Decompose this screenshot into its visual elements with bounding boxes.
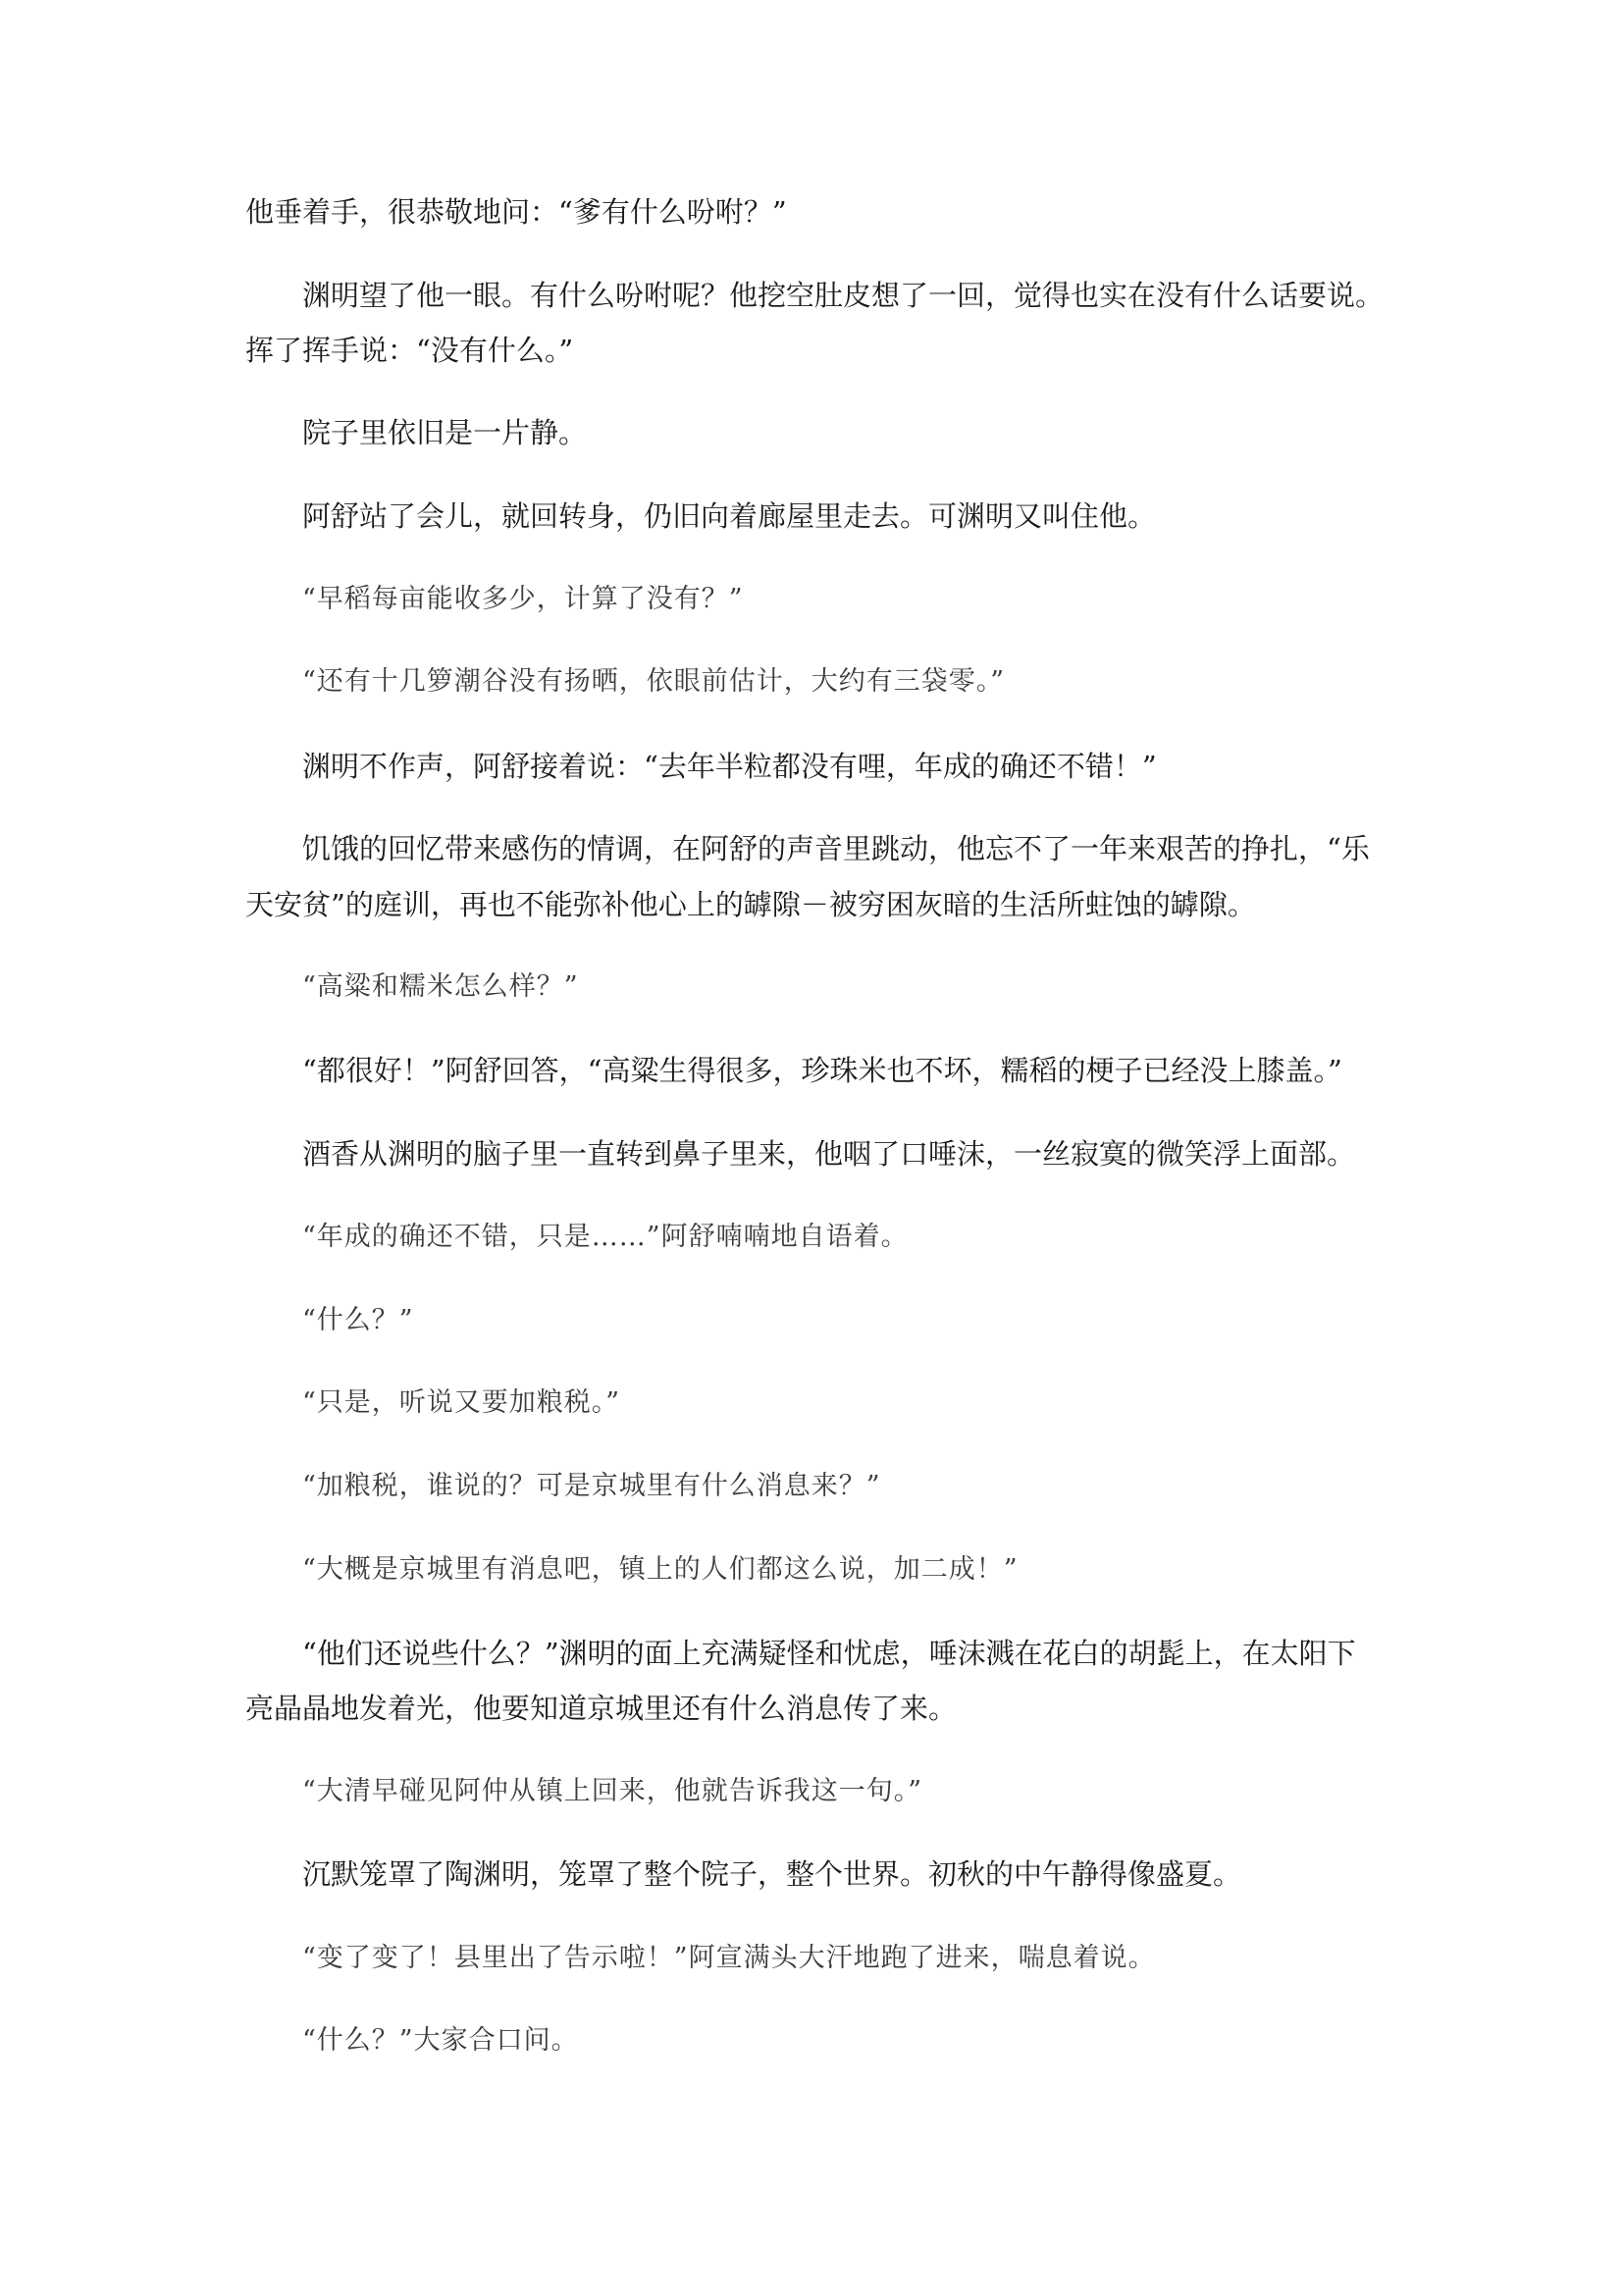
text-line-18: “大概是京城里有消息吧，镇上的人们都这么说，加二成！” [302, 1554, 1019, 1585]
text-line-4: 院子里依旧是一片静。 [302, 416, 588, 449]
text-line-8: 渊明不作声，阿舒接着说：“去年半粒都没有哩，年成的确还不错！” [302, 750, 1157, 783]
text-line-19: “他们还说些什么？”渊明的面上充满疑怪和忧虑，唾沫溅在花白的胡髭上，在太阳下 [302, 1637, 1356, 1670]
text-line-12: “都很好！”阿舒回答，“高粱生得很多，珍珠米也不坏，糯稻的梗子已经没上膝盖。” [302, 1054, 1342, 1087]
text-line-23: “变了变了！县里出了告示啦！”阿宣满头大汗地跑了进来，喘息着说。 [302, 1943, 1156, 1973]
text-line-16: “只是，听说又要加粮税。” [302, 1387, 621, 1418]
text-line-24: “什么？”大家合口问。 [302, 2025, 579, 2056]
text-line-22: 沉默笼罩了陶渊明，笼罩了整个院子，整个世界。初秋的中午静得像盛夏。 [302, 1857, 1242, 1891]
text-line-2: 渊明望了他一眼。有什么吩咐呢？他挖空肚皮想了一回，觉得也实在没有什么话要说。 [302, 279, 1385, 312]
text-line-17: “加粮税，谁说的？可是京城里有什么消息来？” [302, 1471, 881, 1501]
text-line-10: 天安贫”的庭训，再也不能弥补他心上的罅隙－被穷困灰暗的生活所蛀蚀的罅隙。 [245, 888, 1256, 921]
text-line-21: “大清早碰见阿仲从镇上回来，他就告诉我这一句。” [302, 1776, 923, 1806]
text-line-3: 挥了挥手说：“没有什么。” [245, 334, 574, 367]
text-line-9: 饥饿的回忆带来感伤的情调，在阿舒的声音里跳动，他忘不了一年来艰苦的挣扎，“乐 [302, 832, 1370, 865]
text-line-11: “高粱和糯米怎么样？” [302, 971, 579, 1002]
text-line-15: “什么？” [302, 1305, 414, 1335]
text-line-5: 阿舒站了会儿，就回转身，仍旧向着廊屋里走去。可渊明又叫住他。 [302, 499, 1157, 533]
text-line-7: “还有十几箩潮谷没有扬晒，依眼前估计，大约有三袋零。” [302, 666, 1006, 697]
text-line-20: 亮晶晶地发着光，他要知道京城里还有什么消息传了来。 [245, 1692, 958, 1725]
text-line-14: “年成的确还不错，只是……”阿舒喃喃地自语着。 [302, 1222, 909, 1252]
text-line-6: “早稻每亩能收多少，计算了没有？” [302, 584, 744, 614]
text-line-1: 他垂着手，很恭敬地问：“爹有什么吩咐？” [245, 195, 787, 229]
text-line-13: 酒香从渊明的脑子里一直转到鼻子里来，他咽了口唾沫，一丝寂寞的微笑浮上面部。 [302, 1137, 1356, 1171]
